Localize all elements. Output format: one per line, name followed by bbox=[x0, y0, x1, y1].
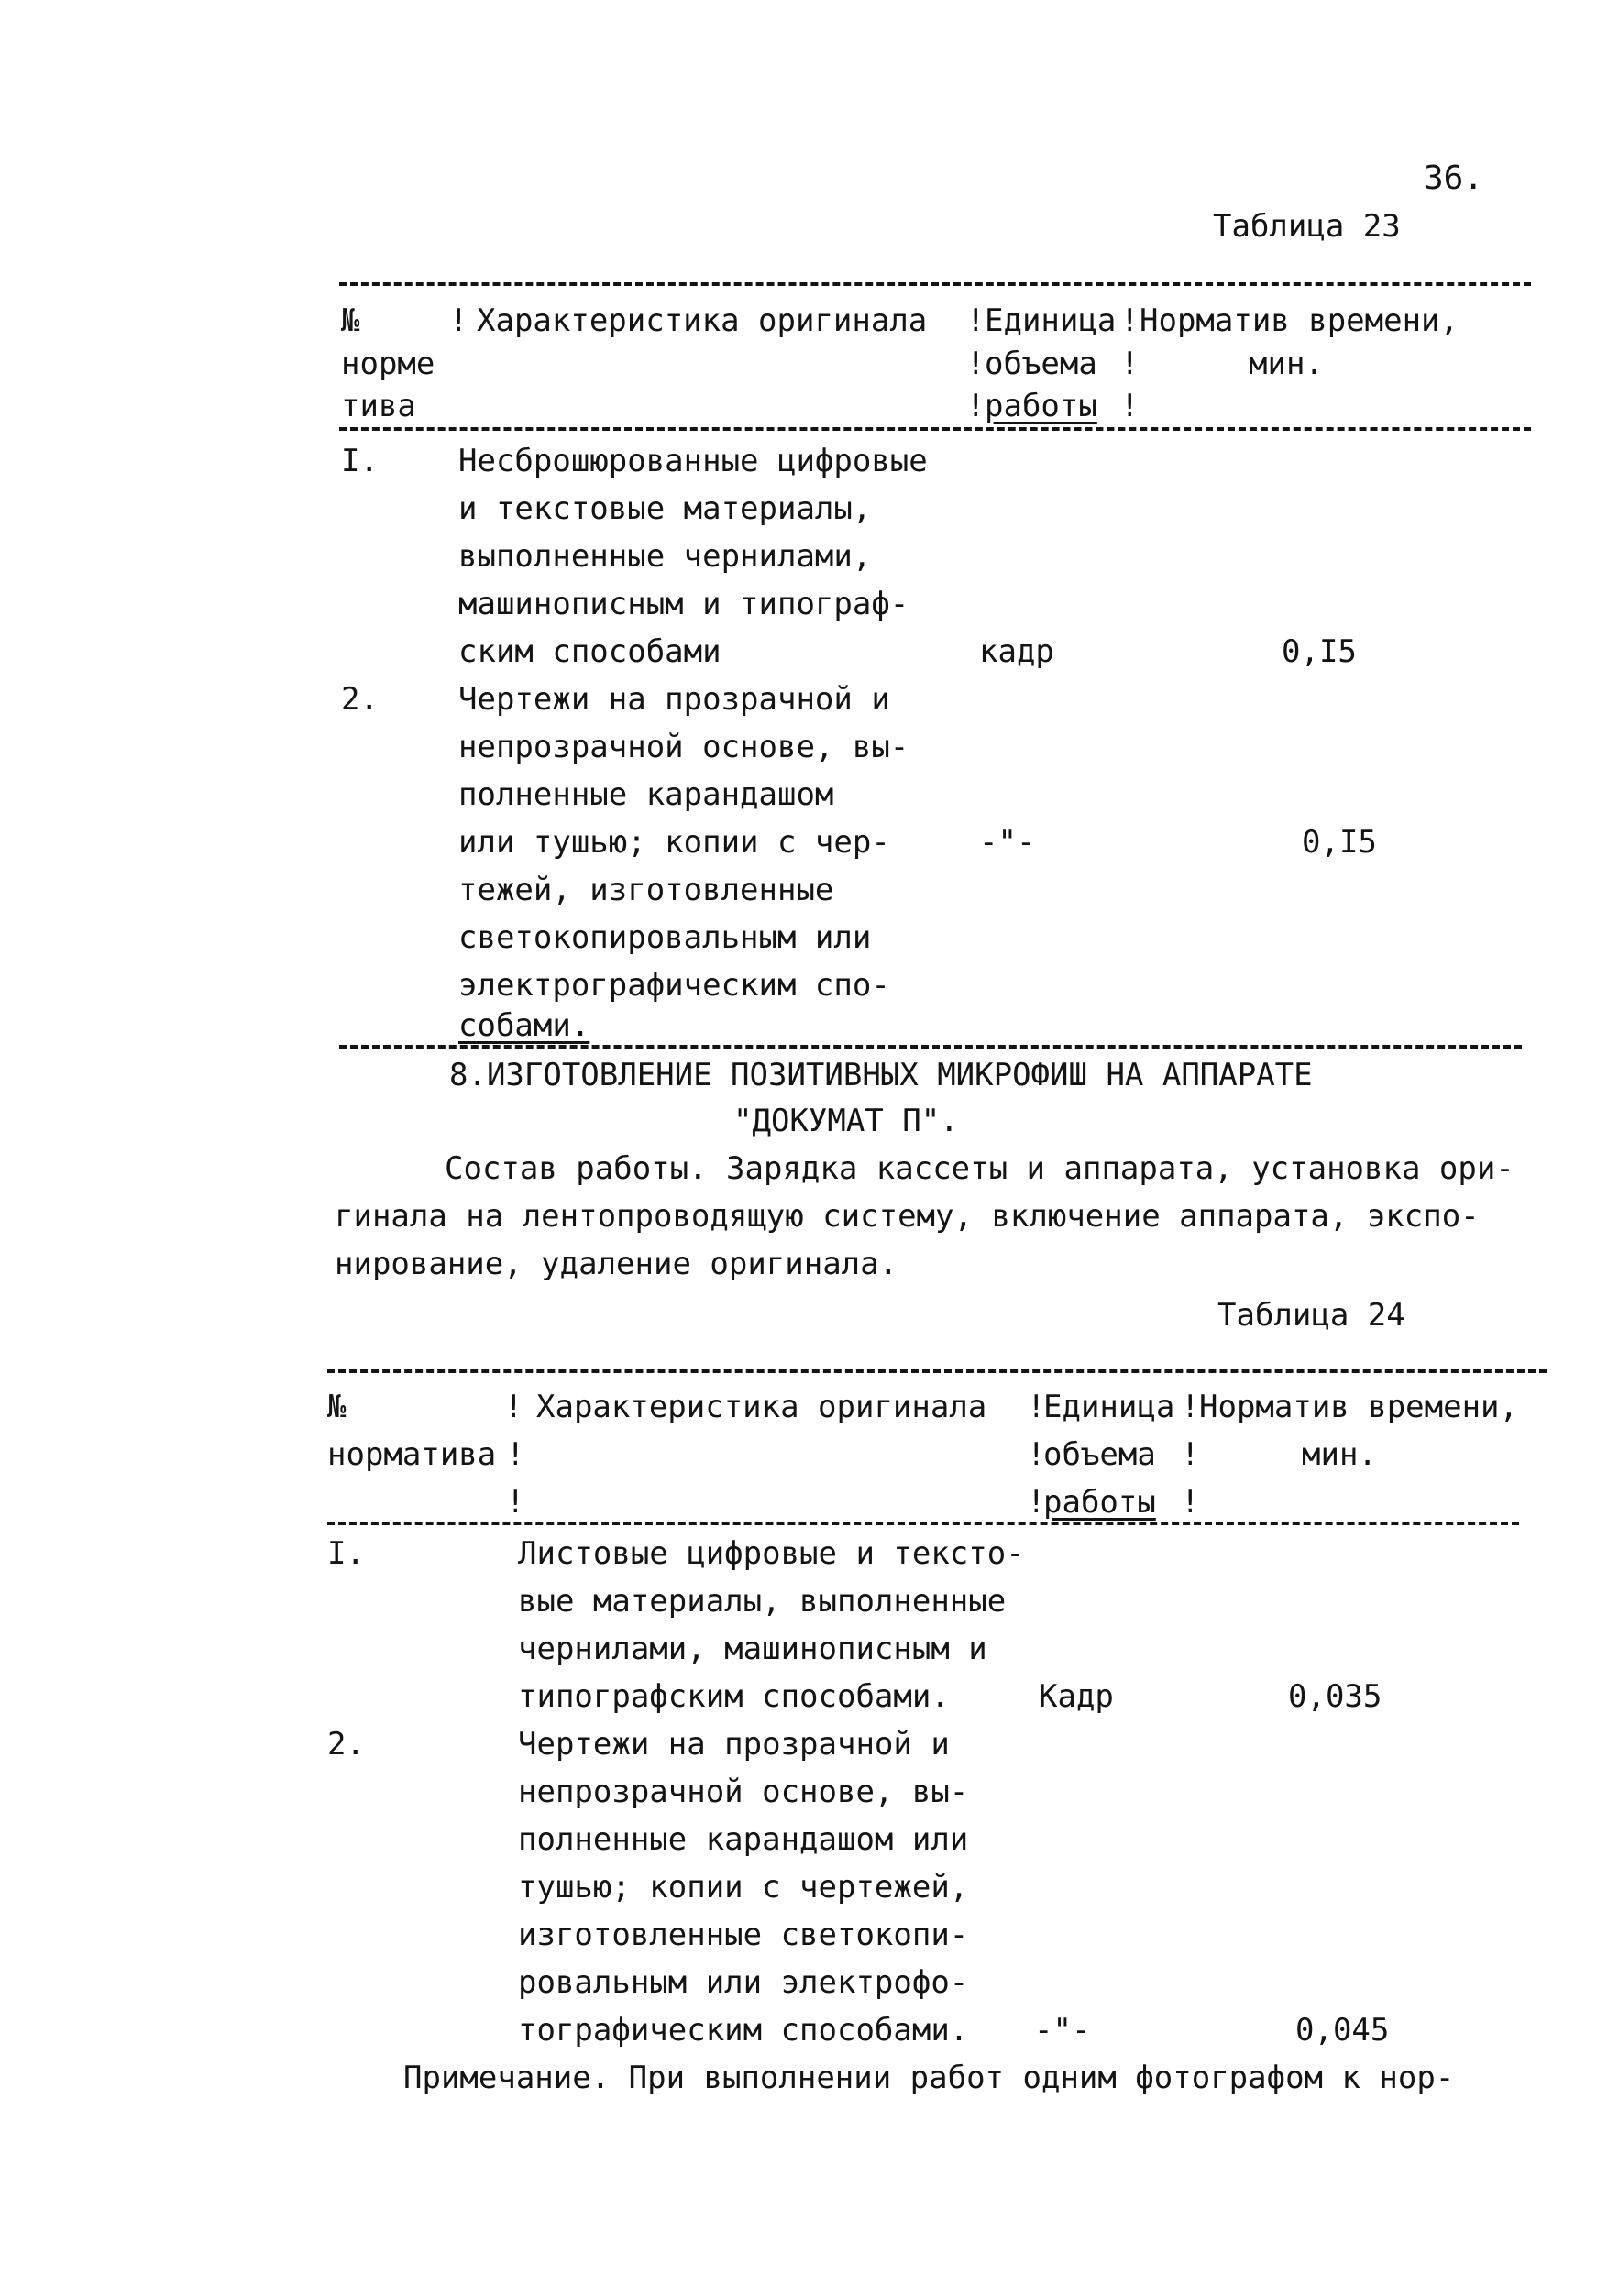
t23-header-no-3: тива bbox=[341, 388, 416, 424]
note: Примечание. При выполнении работ одним фотографом к нор- bbox=[403, 2060, 1455, 2096]
t23-sep-4: ! bbox=[966, 388, 986, 424]
t23-row2-line2: непрозрачной основе, вы- bbox=[458, 729, 909, 765]
t24-header-char: Характеристика оригинала bbox=[536, 1389, 987, 1425]
t24-sep-1: ! bbox=[504, 1389, 523, 1425]
t23-sep-7: ! bbox=[1120, 388, 1140, 424]
table-23-caption: Таблица 23 bbox=[1213, 208, 1401, 245]
t23-sep-2: ! bbox=[966, 302, 986, 339]
t23-row2-line7: электрографическим спо- bbox=[458, 967, 890, 1004]
t24-sep-9: ! bbox=[1181, 1484, 1200, 1521]
t24-row1-norm: 0,035 bbox=[1288, 1678, 1382, 1715]
t23-row2-no: 2. bbox=[341, 681, 379, 718]
t23-row2-line4: или тушью; копии с чер- bbox=[458, 824, 890, 861]
t23-row1-unit: кадр bbox=[979, 633, 1054, 670]
t23-header-unit-2: объема bbox=[985, 346, 1097, 382]
t23-header-unit-3: работы bbox=[985, 388, 1097, 424]
t23-row1-no: I. bbox=[341, 443, 379, 479]
t24-row1-no: I. bbox=[327, 1535, 365, 1572]
t24-row1-line2: вые материалы, выполненные bbox=[518, 1583, 1007, 1620]
t24-row2-norm: 0,045 bbox=[1295, 2012, 1390, 2049]
t23-sep-3: ! bbox=[966, 346, 986, 382]
t24-row1-line1: Листовые цифровые и тексто- bbox=[518, 1535, 1025, 1572]
t24-header-no-2: норматива bbox=[327, 1436, 497, 1473]
t23-sep-5: ! bbox=[1120, 302, 1140, 339]
t23-row1-line4: машинописным и типограф- bbox=[458, 586, 909, 622]
t24-row1-line4: типографским способами. bbox=[518, 1678, 950, 1715]
t23-row1-line3: выполненные чернилами, bbox=[458, 538, 872, 575]
t24-header-unit-2: объема bbox=[1043, 1436, 1156, 1473]
table-23-top-rule bbox=[339, 282, 1531, 286]
t24-row2-unit: -"- bbox=[1034, 2012, 1091, 2049]
t24-row2-no: 2. bbox=[327, 1726, 365, 1763]
table-24-header-rule bbox=[327, 1522, 1519, 1525]
t23-header-char: Характеристика оригинала bbox=[477, 302, 928, 339]
t24-header-norm-1: Норматив времени, bbox=[1199, 1389, 1518, 1425]
t23-row1-line5: ским способами bbox=[458, 633, 721, 670]
t24-row2-line7: тографическим способами. bbox=[518, 2012, 969, 2049]
t23-row2-line5: тежей, изготовленные bbox=[458, 872, 834, 908]
section-8-title-2: "ДОКУМАТ П". bbox=[733, 1103, 959, 1139]
t24-sep-3: ! bbox=[506, 1484, 525, 1521]
t24-row2-line4: тушью; копии с чертежей, bbox=[518, 1869, 969, 1906]
t23-header-unit-1: Единица bbox=[985, 302, 1117, 339]
table-24-caption: Таблица 24 bbox=[1217, 1297, 1405, 1334]
t23-header-norm-2: мин. bbox=[1249, 346, 1324, 382]
table-24-top-rule bbox=[327, 1369, 1547, 1373]
t24-sep-6: ! bbox=[1027, 1484, 1046, 1521]
t23-sep-6: ! bbox=[1120, 346, 1140, 382]
t24-row2-line2: непрозрачной основе, вы- bbox=[518, 1774, 969, 1810]
t24-header-unit-3: работы bbox=[1043, 1484, 1156, 1521]
table-23-header-rule bbox=[339, 427, 1531, 431]
t23-row1-line2: и текстовые материалы, bbox=[458, 490, 872, 527]
t24-row2-line1: Чертежи на прозрачной и bbox=[518, 1726, 950, 1763]
page-number: 36. bbox=[1424, 159, 1484, 197]
t24-sep-5: ! bbox=[1027, 1436, 1046, 1473]
t24-row2-line3: полненные карандашом или bbox=[518, 1821, 969, 1858]
t23-row2-line3: полненные карандашом bbox=[458, 776, 834, 813]
t24-sep-2: ! bbox=[506, 1436, 525, 1473]
t23-sep-1: ! bbox=[449, 302, 468, 339]
t24-sep-7: ! bbox=[1181, 1389, 1200, 1425]
t23-row2-norm: 0,I5 bbox=[1302, 824, 1377, 861]
t23-row2-line6: светокопировальным или bbox=[458, 919, 872, 956]
t24-row1-unit: Кадр bbox=[1039, 1678, 1114, 1715]
t24-header-unit-1: Единица bbox=[1043, 1389, 1175, 1425]
table-23-bottom-rule bbox=[339, 1045, 1522, 1049]
t23-row2-line1: Чертежи на прозрачной и bbox=[458, 681, 890, 718]
t24-sep-8: ! bbox=[1181, 1436, 1200, 1473]
section-8-paragraph-1: Состав работы. Зарядка кассеты и аппарата, установка ори- bbox=[445, 1150, 1514, 1187]
section-8-paragraph-2: гинала на лентопроводящую систему, включение аппарата, экспо- bbox=[335, 1198, 1480, 1235]
t24-sep-4: ! bbox=[1027, 1389, 1046, 1425]
t23-header-no-2: норме bbox=[341, 346, 435, 382]
t24-header-no-1: № bbox=[327, 1389, 347, 1425]
t23-header-no-1: № bbox=[341, 302, 360, 339]
t24-row1-line3: чернилами, машинописным и bbox=[518, 1631, 987, 1667]
t24-row2-line6: ровальным или электрофо- bbox=[518, 1964, 969, 2001]
t23-row1-norm: 0,I5 bbox=[1282, 633, 1357, 670]
t23-header-norm-1: Норматив времени, bbox=[1140, 302, 1459, 339]
t24-header-norm-2: мин. bbox=[1302, 1436, 1377, 1473]
section-8-title-1: 8.ИЗГОТОВЛЕНИЕ ПОЗИТИВНЫХ МИКРОФИШ НА АППАРАТЕ bbox=[449, 1057, 1313, 1093]
t23-row1-line1: Несброшюрованные цифровые bbox=[458, 443, 928, 479]
t24-row2-line5: изготовленные светокопи- bbox=[518, 1917, 969, 1953]
t23-row2-line8: собами. bbox=[458, 1007, 590, 1044]
section-8-paragraph-3: нирование, удаление оригинала. bbox=[335, 1246, 898, 1282]
t23-row2-unit: -"- bbox=[979, 824, 1036, 861]
